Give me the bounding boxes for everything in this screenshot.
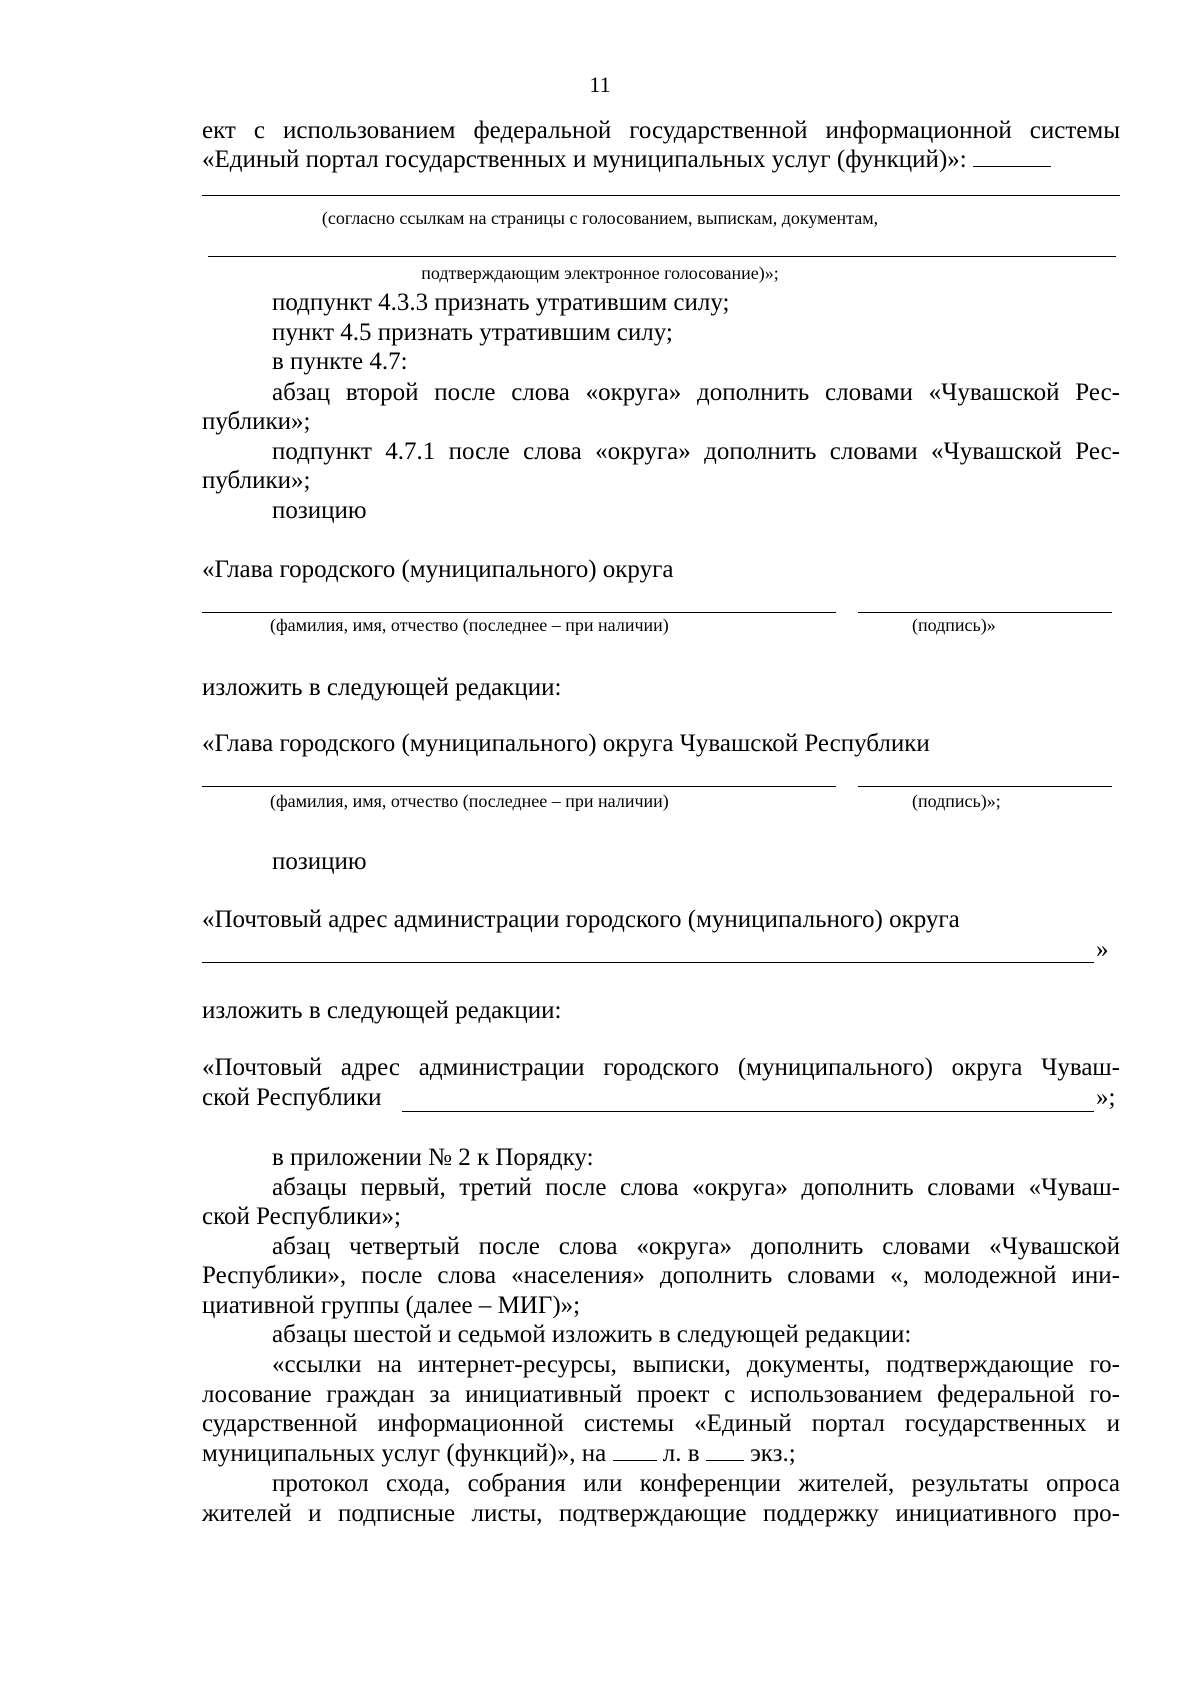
appendix-line-5d-sheets: л. в <box>662 1440 700 1467</box>
addr-new-end: »; <box>1096 1084 1116 1111</box>
amend-line-5a: подпункт 4.7.1 после слова «округа» дополнить словами «Чувашской Рес- <box>272 438 1120 465</box>
appendix-line-5d-copies: экз.; <box>750 1440 796 1467</box>
blank-sheets <box>613 1459 657 1461</box>
appendix-line-5d-text: муниципальных услуг (функций)», на <box>202 1440 607 1467</box>
amend-line-1: подпункт 4.3.3 признать утратившим силу; <box>272 289 730 316</box>
signature-line <box>858 612 1112 613</box>
address-line <box>402 1111 1094 1112</box>
addr-new-line-2: ской Республики <box>202 1084 382 1111</box>
appendix-line-2b: ской Республики»; <box>202 1203 401 1230</box>
amend-line-4a: абзац второй после слова «округа» дополнить словами «Чувашской Рес- <box>272 379 1120 406</box>
intro-line-2-text: «Единый портал государственных и муниципальных услуг (функций)»: <box>202 146 967 173</box>
address-line <box>202 962 1094 963</box>
appendix-line-3a: абзац четвертый после слова «округа» дополнить словами «Чувашской <box>272 1233 1120 1260</box>
signature-line <box>858 786 1112 787</box>
appendix-line-6b: жителей и подписные листы, подтверждающие поддержку инициативного про- <box>202 1500 1120 1527</box>
page-number: 11 <box>589 72 611 97</box>
appendix-line-4: абзацы шестой и седьмой изложить в следующей редакции: <box>272 1321 912 1348</box>
caption-name: (фамилия, имя, отчество (последнее – при наличии) <box>270 615 669 635</box>
appendix-line-5a: «ссылки на интернет-ресурсы, выписки, документы, подтверждающие го- <box>272 1351 1120 1378</box>
appendix-line-5d <box>202 1439 1120 1469</box>
position-line-2: позицию <box>272 848 367 875</box>
redaction-line-2: изложить в следующей редакции: <box>202 997 562 1024</box>
amend-line-4b: публики»; <box>202 408 311 435</box>
blank-copies <box>706 1459 744 1461</box>
amend-line-5b: публики»; <box>202 467 311 494</box>
amend-line-3: в пункте 4.7: <box>272 348 408 375</box>
addr-new-line-1: «Почтовый адрес администрации городского (муниципального) округа Чуваш- <box>202 1054 1120 1081</box>
amend-line-2: пункт 4.5 признать утратившим силу; <box>272 319 673 346</box>
appendix-line-5c: сударственной информационной системы «Единый портал государственных и <box>202 1410 1120 1437</box>
caption-signature: (подпись)»; <box>912 791 1001 811</box>
redaction-line-1: изложить в следующей редакции: <box>202 674 562 701</box>
addr-old-end: » <box>1096 936 1109 963</box>
intro-line-1: ект с использованием федеральной государственной информационной системы <box>202 117 1120 144</box>
blank-field <box>973 165 1051 167</box>
appendix-line-5b: лосование граждан за инициативный проект с использованием федеральной го- <box>202 1381 1120 1408</box>
appendix-line-3c: циативной группы (далее – МИГ)»; <box>202 1292 581 1319</box>
name-line <box>202 612 836 613</box>
intro-line-2 <box>202 145 1120 175</box>
appendix-line-1: в приложении № 2 к Порядку: <box>272 1144 594 1171</box>
caption-name: (фамилия, имя, отчество (последнее – при наличии) <box>270 791 669 811</box>
amend-line-6: позицию <box>272 497 367 524</box>
head-old-title: «Глава городского (муниципального) округа <box>202 556 674 583</box>
caption-links: (согласно ссылкам на страницы с голосованием, выпискам, документам, <box>321 208 879 228</box>
caption-signature: (подпись)» <box>912 615 996 635</box>
head-new-title: «Глава городского (муниципального) округа Чувашской Республики <box>202 730 930 757</box>
fill-line <box>208 256 1116 257</box>
appendix-line-6a: протокол схода, собрания или конференции жителей, результаты опроса <box>272 1470 1120 1497</box>
addr-old-title: «Почтовый адрес администрации городского (муниципального) округа <box>202 906 960 933</box>
caption-electronic-vote: подтверждающим электронное голосование)»; <box>421 263 779 283</box>
appendix-line-3b: Республики», после слова «населения» дополнить словами «, молодежной ини- <box>202 1262 1120 1289</box>
appendix-line-2a: абзацы первый, третий после слова «округа» дополнить словами «Чуваш- <box>272 1174 1120 1201</box>
fill-line <box>202 195 1120 196</box>
name-line <box>202 786 836 787</box>
